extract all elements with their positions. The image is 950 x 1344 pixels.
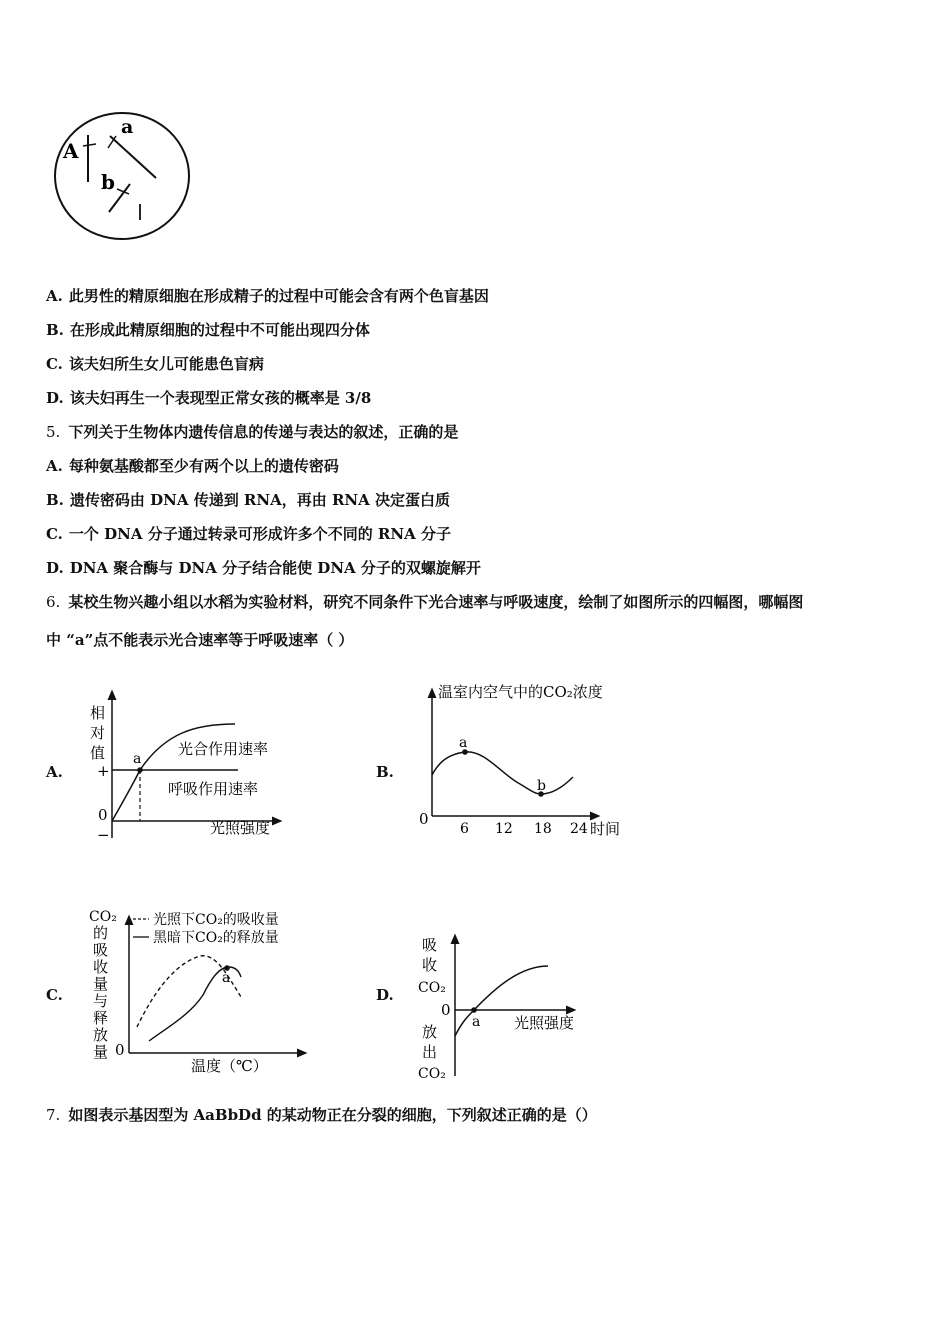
q6-stem-line1 (46, 592, 803, 612)
cell-diagram (46, 100, 196, 250)
zero-label: 0 (115, 1041, 125, 1059)
ylabel-char: 对 (90, 724, 106, 742)
option-letter: D. (46, 389, 64, 407)
option-text: 每种氨基酸都至少有两个以上的遗传密码 (68, 457, 339, 475)
gene-locus-A (83, 144, 96, 146)
option-text: 此男性的精原细胞在形成精子的过程中可能会含有两个色盲基因 (68, 287, 489, 305)
label-b: b (101, 170, 115, 194)
x-axis-label: 温度（℃） (191, 1057, 268, 1075)
q5-option-a (46, 456, 339, 476)
ylabel-bottom-char: 放 (422, 1023, 438, 1041)
q4-option-b (46, 320, 370, 340)
x-tick-label: 6 (460, 821, 469, 837)
x-tick-label: 18 (534, 821, 552, 837)
option-letter: C. (46, 525, 63, 543)
x-tick-label: 24 (570, 821, 588, 837)
point-b-label: b (537, 778, 546, 794)
ylabel-bottom-char: 出 (422, 1043, 438, 1061)
x-axis-label: 光照强度 (514, 1014, 575, 1032)
question-number: 5. (46, 423, 61, 441)
graph-title: 温室内空气中的CO₂浓度 (438, 683, 603, 701)
label-a: a (121, 116, 134, 138)
ylabel-char: 值 (90, 744, 106, 762)
question-number: 7. (46, 1106, 61, 1124)
zero-label: 0 (98, 806, 108, 824)
ylabel-char: 量 (93, 975, 109, 993)
zero-label: 0 (441, 1001, 451, 1019)
point-a-label: a (459, 735, 468, 751)
ylabel-char: 相 (90, 704, 106, 722)
q4-option-c (46, 354, 264, 374)
ylabel-char: 收 (93, 958, 109, 976)
ylabel-top-char: 吸 (422, 936, 438, 954)
ylabel-char: 量 (93, 1043, 109, 1061)
point-a-label: a (133, 751, 142, 767)
option-text: 在形成此精原细胞的过程中不可能出现四分体 (69, 321, 370, 339)
graph-d (410, 930, 600, 1085)
graph-c (85, 905, 315, 1080)
q6-stem-line2: 中 “a”点不能表示光合速率等于呼吸速率（ ） (46, 631, 354, 649)
ylabel-top-co2: CO₂ (418, 980, 446, 996)
zero-label: 0 (419, 810, 429, 828)
option-text: DNA 聚合酶与 DNA 分子结合能使 DNA 分子的双螺旋解开 (69, 559, 481, 577)
chromosome-a (110, 136, 156, 178)
option-text: 该夫妇再生一个表现型正常女孩的概率是 3/8 (69, 389, 372, 407)
legend1-label: 光照下CO₂的吸收量 (153, 912, 279, 928)
q5-option-c (46, 524, 451, 544)
option-letter: A. (46, 457, 63, 475)
option-letter: B. (46, 321, 64, 339)
ylabel-char: 的 (93, 924, 109, 942)
photosynthesis-curve (112, 724, 235, 821)
q6-option-a-label: A. (46, 763, 63, 781)
ylabel-bottom-co2: CO₂ (418, 1066, 446, 1082)
ylabel-top-char: 收 (422, 956, 438, 974)
point-a-label: a (222, 970, 231, 986)
legend2-label: 黑暗下CO₂的释放量 (153, 930, 279, 946)
curve2-label: 呼吸作用速率 (168, 780, 259, 798)
ylabel-char: 吸 (93, 941, 109, 959)
option-letter: A. (46, 287, 63, 305)
point-a-label: a (472, 1014, 481, 1030)
option-letter: C. (46, 355, 63, 373)
point-a (471, 1007, 477, 1013)
question-text: 如图表示基因型为 AaBbDd 的某动物正在分裂的细胞，下列叙述正确的是（） (68, 1106, 597, 1124)
option-text: 该夫妇所生女儿可能患色盲病 (68, 355, 264, 373)
question-number: 6. (46, 593, 61, 611)
q7-stem (46, 1105, 597, 1125)
curve1-label: 光合作用速率 (178, 740, 269, 758)
x-axis-label: 时间 (590, 820, 621, 838)
minus-tick-label: − (97, 826, 110, 844)
q5-option-d (46, 558, 481, 578)
point-a (137, 767, 143, 773)
label-A: A (63, 139, 79, 163)
co2-curve (432, 752, 573, 794)
q4-option-a (46, 286, 489, 306)
x-tick-label: 12 (495, 821, 513, 837)
option-letter: D. (46, 559, 64, 577)
question-text: 下列关于生物体内遗传信息的传递与表达的叙述，正确的是 (68, 423, 459, 441)
question-text: 某校生物兴趣小组以水稻为实验材料，研究不同条件下光合速率与呼吸速度，绘制了如图所示的四幅图，哪幅图 (68, 593, 804, 611)
option-letter: B. (46, 491, 64, 509)
option-text: 遗传密码由 DNA 传递到 RNA，再由 RNA 决定蛋白质 (69, 491, 451, 509)
q5-option-b (46, 490, 450, 510)
q5-stem (46, 422, 458, 442)
ylabel-top: CO₂ (89, 909, 117, 925)
ylabel-char: 释 (93, 1009, 109, 1027)
graph-a (80, 688, 300, 848)
ylabel-char: 与 (93, 992, 109, 1010)
option-text: 一个 DNA 分子通过转录可形成许多个不同的 RNA 分子 (68, 525, 451, 543)
plus-tick-label: + (97, 762, 110, 780)
q6-option-b-label: B. (376, 763, 394, 781)
q4-option-d (46, 388, 371, 408)
q6-option-d-label: D. (376, 986, 394, 1004)
q6-option-c-label: C. (46, 986, 63, 1004)
x-axis-label: 光照强度 (210, 819, 271, 837)
graph-b (410, 678, 635, 843)
ylabel-char: 放 (93, 1026, 109, 1044)
